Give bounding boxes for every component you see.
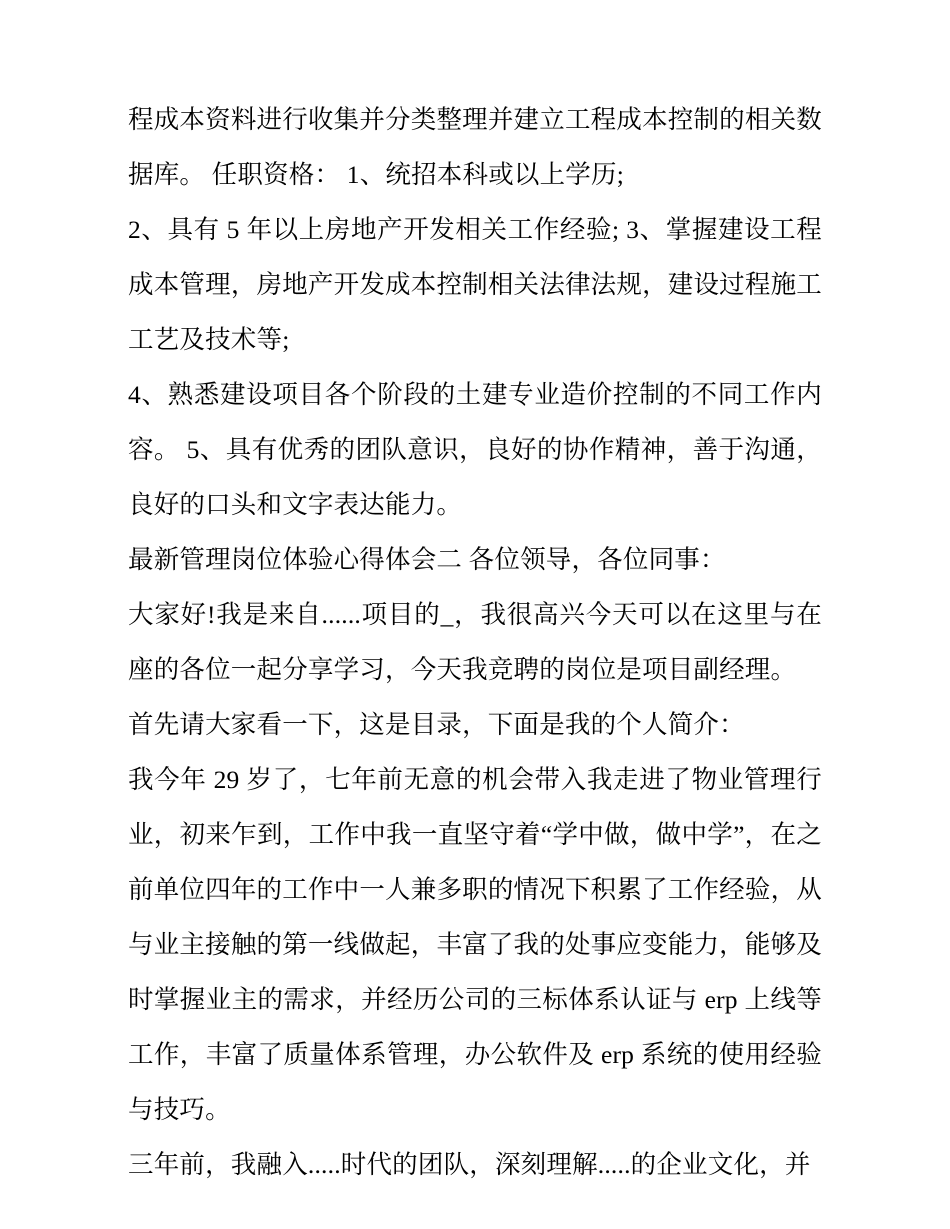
document-body: [128, 92, 822, 1192]
paragraph: 程成本资料进行收集并分类整理并建立工程成本控制的相关数据库。 任职资格： 1、统招本科或以上学历;: [128, 105, 822, 189]
paragraph: 2、具有 5 年以上房地产开发相关工作经验; 3、掌握建设工程成本管理，房地产开发成本控制相关法律法规，建设过程施工工艺及技术等;: [128, 215, 822, 354]
paragraph: 4、熟悉建设项目各个阶段的土建专业造价控制的不同工作内容。 5、具有优秀的团队意识，良好的协作精神，善于沟通，良好的口头和文字表达能力。: [128, 380, 822, 519]
paragraph: 首先请大家看一下，这是目录，下面是我的个人简介：: [128, 710, 745, 739]
paragraph: 最新管理岗位体验心得体会二 各位领导，各位同事：: [128, 545, 726, 574]
paragraph: 大家好!我是来自......项目的_，我很高兴今天可以在这里与在座的各位一起分享学习，今天我竞聘的岗位是项目副经理。: [128, 600, 822, 684]
paragraph: 三年前，我融入.....时代的团队，深刻理解.....的企业文化，并: [128, 1150, 811, 1179]
paragraph: 我今年 29 岁了，七年前无意的机会带入我走进了物业管理行业，初来乍到，工作中我一直坚守着“学中做，做中学”，在之前单位四年的工作中一人兼多职的情况下积累了工作经验，从与业主接触的第一线做起，丰富了我的处事应变能力，能够及时掌握业主的需求，并经历公司的三标体系认证与 erp 上线等工作，丰富了质量体系管理，办公软件及 erp 系统的使用经验与技巧。: [128, 765, 822, 1124]
